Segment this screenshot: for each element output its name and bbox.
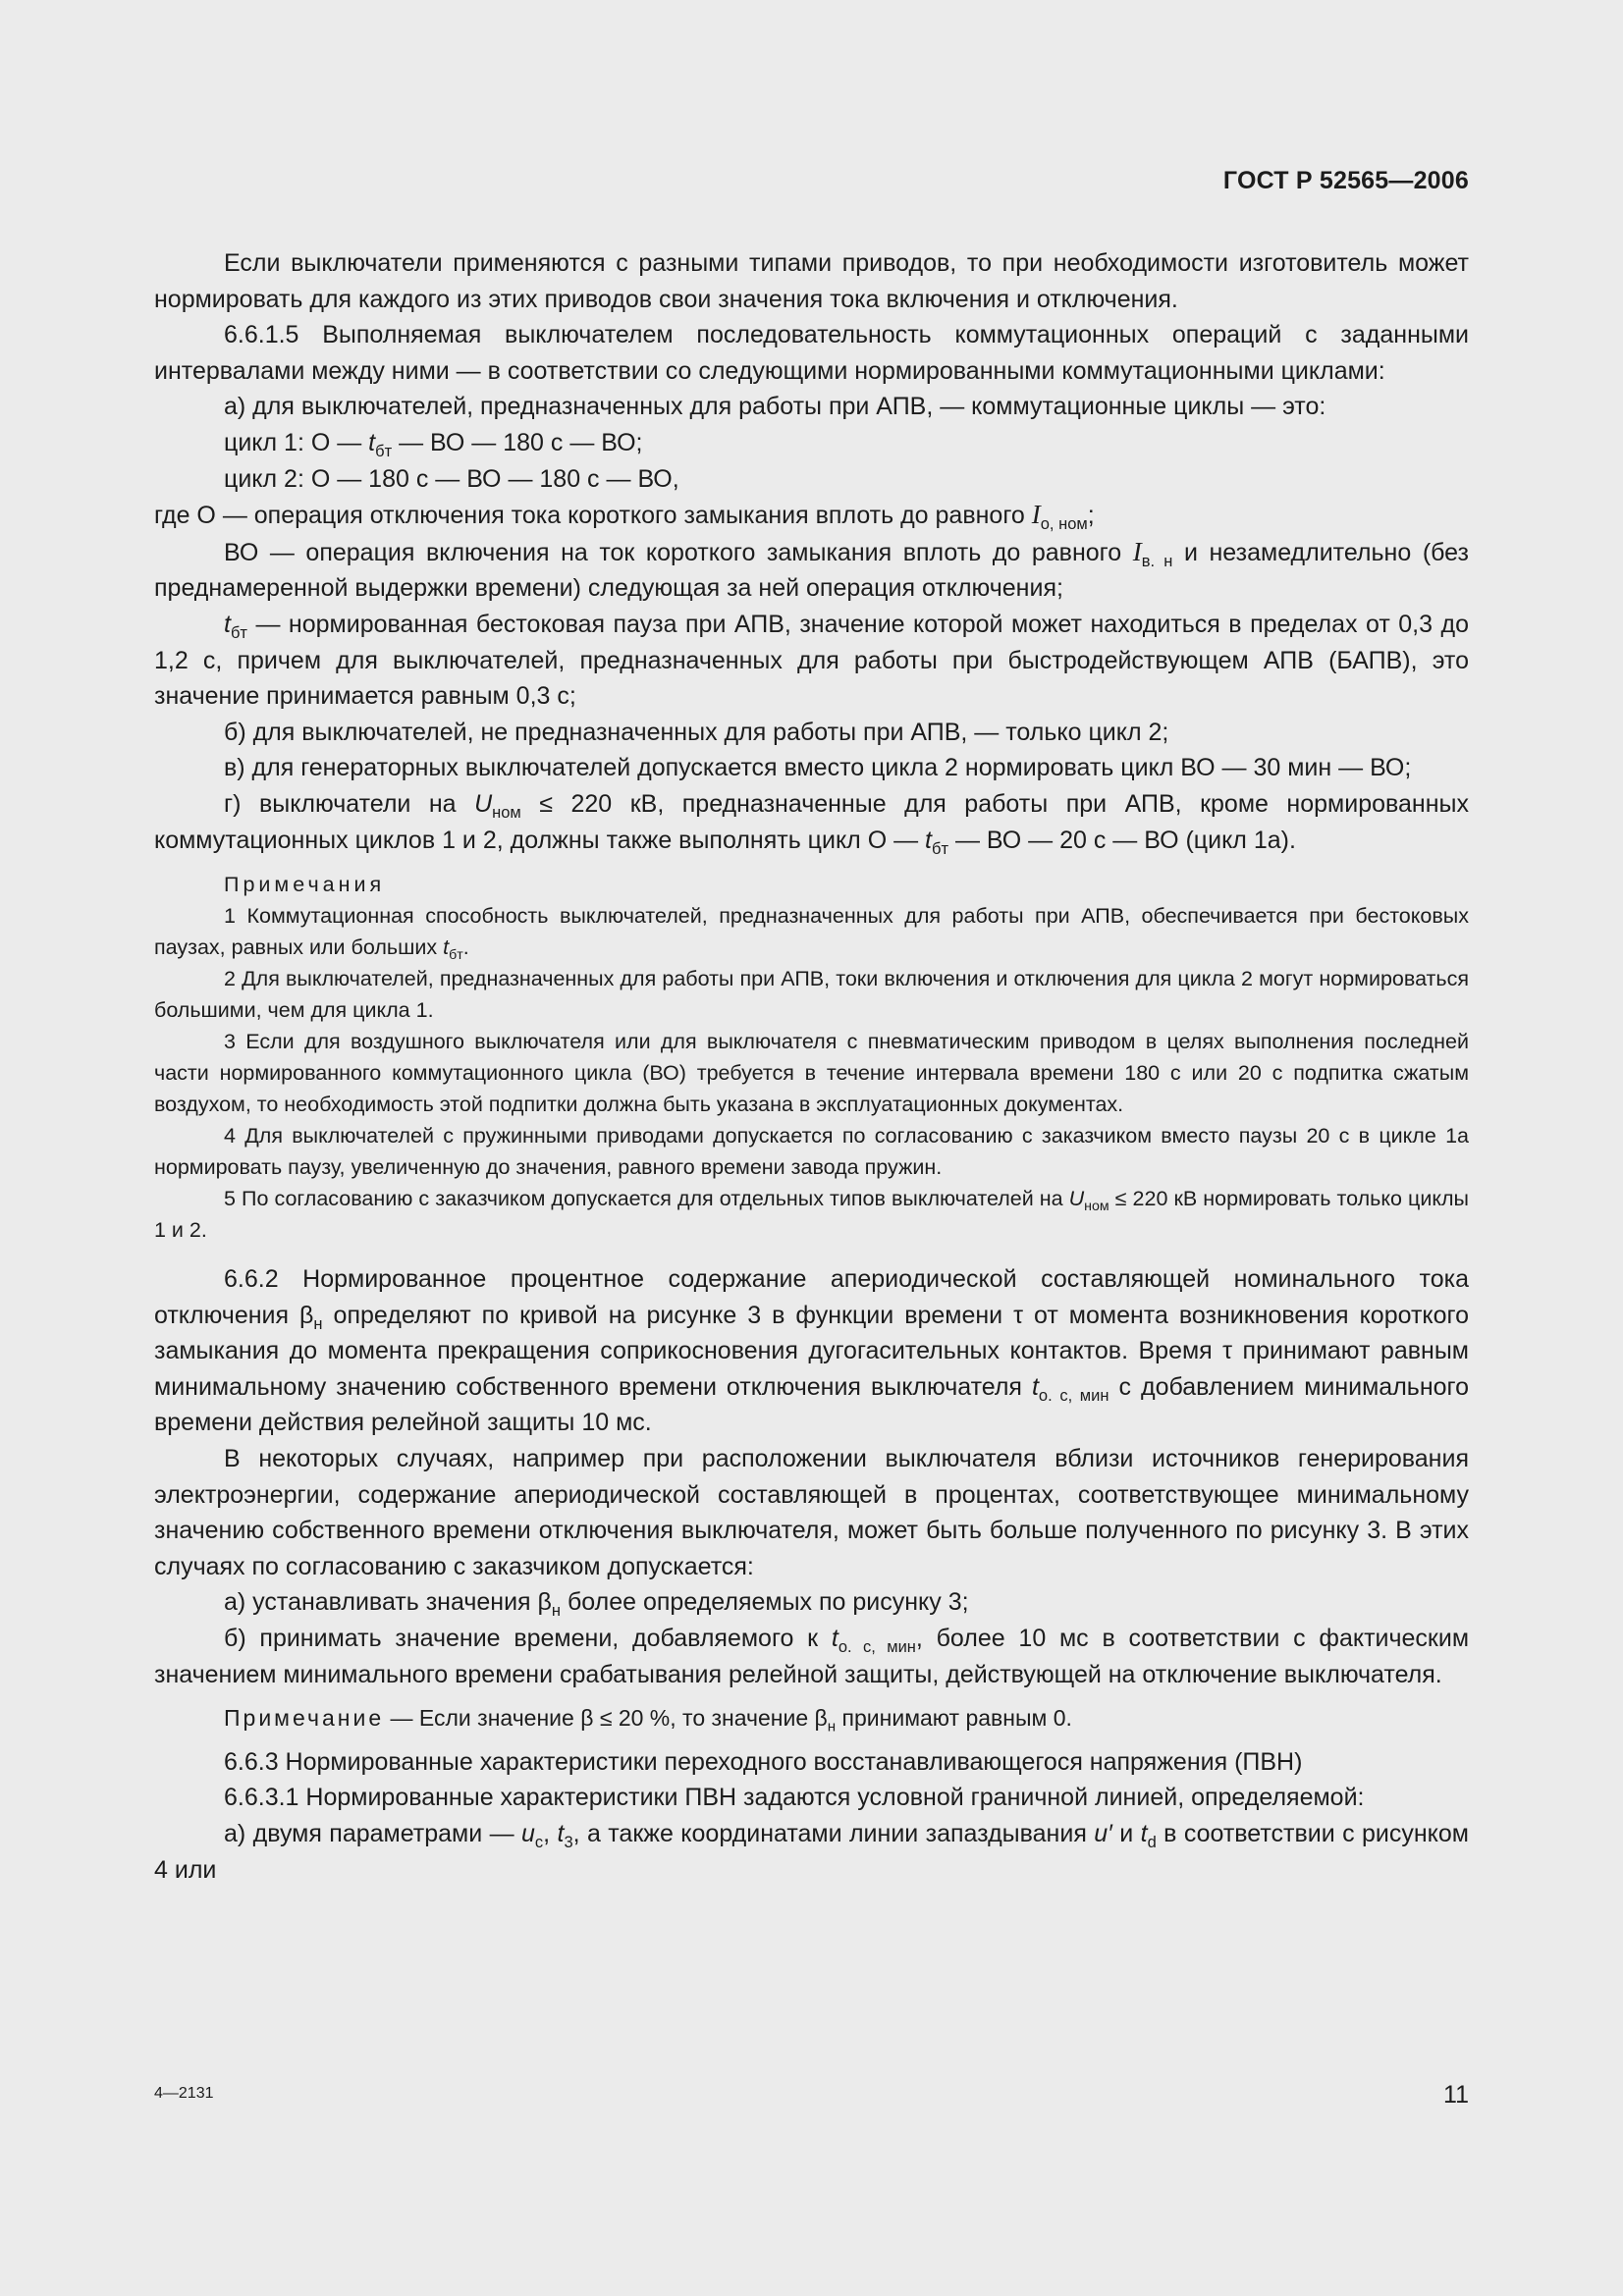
note-item: 1 Коммутационная способность выключателей, предназначенных для работы при АПВ, обеспечивается при бестоковых паузах, равных или больших $t_{бт}$. <box>154 904 1469 964</box>
footer-code: 4—2131 <box>154 2085 214 2102</box>
heading-6-6-3: 6.6.3 Нормированные характеристики переходного восстанавливающегося напряжения (ПВН) <box>224 1747 1303 1776</box>
cycle-2: цикл 2: О — 180 с — ВО — 180 с — ВО, <box>224 464 679 493</box>
note-item: 5 По согласованию с заказчиком допускается для отдельных типов выключателей на $U_{ном} \le 220$ кВ нормировать только циклы 1 и 2. <box>154 1187 1469 1243</box>
definition-tbt: $t_{бт}$ — нормированная бестоковая пауза при АПВ, значение которой может находиться в пределах от 0,3 до 1,2 с, причем для выключателей, предназначенных для работы при быстродействующем АПВ (БАПВ), это значение принимается равным 0,3 с; <box>154 610 1469 711</box>
note-single: Примечание — Если значение β ≤ 20 %, то значение $\beta_н$ принимают равным 0. <box>224 1705 1072 1735</box>
notes-title: Примечания <box>224 873 386 897</box>
paragraph-6-6-1-5: 6.6.1.5 Выполняемая выключателем последовательность коммутационных операций с заданными интервалами между ними — в соответствии со следующими нормированными коммутационными циклами: <box>154 321 1469 385</box>
definition-vo: ВО — операция включения на ток короткого замыкания вплоть до равного $I_{в. н}$ и незамедлительно (без преднамеренной выдержки времени) следующая за ней операция отключения; <box>154 536 1470 603</box>
note-item: 4 Для выключателей с пружинными приводами допускается по согласованию с заказчиком вместо паузы 20 с в цикле 1а нормировать паузу, увеличенную до значения, равного времени завода пружин. <box>154 1124 1469 1180</box>
paragraph-6-6-2: 6.6.2 Нормированное процентное содержание апериодической составляющей номинального тока отключения $\beta_н$ определяют по кривой на рисунке 3 в функции времени τ от момента возникновения короткого замыкания до момента прекращения соприкосновения дугогасительных контактов. Время τ принимают равным минимальному значению собственного времени отключения выключателя $t_{о. с, мин}$ с добавлением минимального времени действия релейной защиты 10 мс. <box>154 1265 1470 1437</box>
note-item: 2 Для выключателей, предназначенных для работы при АПВ, токи включения и отключения для цикла 2 могут нормироваться большими, чем для цикла 1. <box>154 967 1469 1023</box>
list-item-b: б) для выключателей, не предназначенных для работы при АПВ, — только цикл 2; <box>224 718 1169 746</box>
document-header: ГОСТ Р 52565—2006 <box>1222 167 1469 194</box>
document-body <box>154 245 1469 1888</box>
cycle-1: цикл 1: О — $t_{бт}$ — ВО — 180 с — ВО; <box>224 428 643 460</box>
list-item-b: б) принимать значение времени, добавляемого к $t_{о. с, мин}$, более 10 мс в соответствии с фактическим значением минимального времени срабатывания релейной защиты, действующей на отключение выключателя. <box>154 1625 1470 1688</box>
list-item-v: в) для генераторных выключателей допускается вместо цикла 2 нормировать цикл ВО — 30 мин — ВО; <box>224 754 1412 782</box>
paragraph-6-6-3-1: 6.6.3.1 Нормированные характеристики ПВН задаются условной граничной линией, определяемой: <box>224 1784 1365 1812</box>
paragraph: В некоторых случаях, например при расположении выключателя вблизи источников генерирования электроэнергии, содержание апериодической составляющей в процентах, соответствующее минимальному значению собственного времени отключения выключателя, может быть больше полученного по рисунку 3. В этих случаях по согласованию с заказчиком допускается: <box>154 1445 1469 1580</box>
paragraph: Если выключатели применяются с разными типами приводов, то при необходимости изготовитель может нормировать для каждого из этих приводов свои значения тока включения и отключения. <box>154 249 1469 313</box>
definition-o: где О — операция отключения тока короткого замыкания вплоть до равного $I_{о, ном}$; <box>154 500 1095 533</box>
section-6-6-2 <box>154 1261 1469 1888</box>
list-item-a: а) устанавливать значения $\beta_н$ более определяемых по рисунку 3; <box>224 1588 969 1621</box>
page-number: 11 <box>1443 2081 1469 2109</box>
note-item: 3 Если для воздушного выключателя или для выключателя с пневматическим приводом в целях выполнения последней части нормированного коммутационного цикла (ВО) требуется в течение интервала времени 180 с или 20 с подпитка сжатым воздухом, то необходимость этой подпитки должна быть указана в эксплуатационных документах. <box>154 1030 1469 1117</box>
list-item-a: а) для выключателей, предназначенных для работы при АПВ, — коммутационные циклы — это: <box>224 393 1326 421</box>
list-item-a: а) двумя параметрами — $u_c$, $t_3$, а также координатами линии запаздывания u′ и $t_d$ в соответствии с рисунком 4 или <box>154 1820 1469 1884</box>
list-item-g: г) выключатели на $U_{ном} \le 220$ кВ, предназначенные для работы при АПВ, кроме нормированных коммутационных циклов 1 и 2, должны также выполнять цикл О — $t_{бт}$ — ВО — 20 с — ВО (цикл 1а). <box>154 789 1469 858</box>
notes-block <box>154 869 1469 1246</box>
